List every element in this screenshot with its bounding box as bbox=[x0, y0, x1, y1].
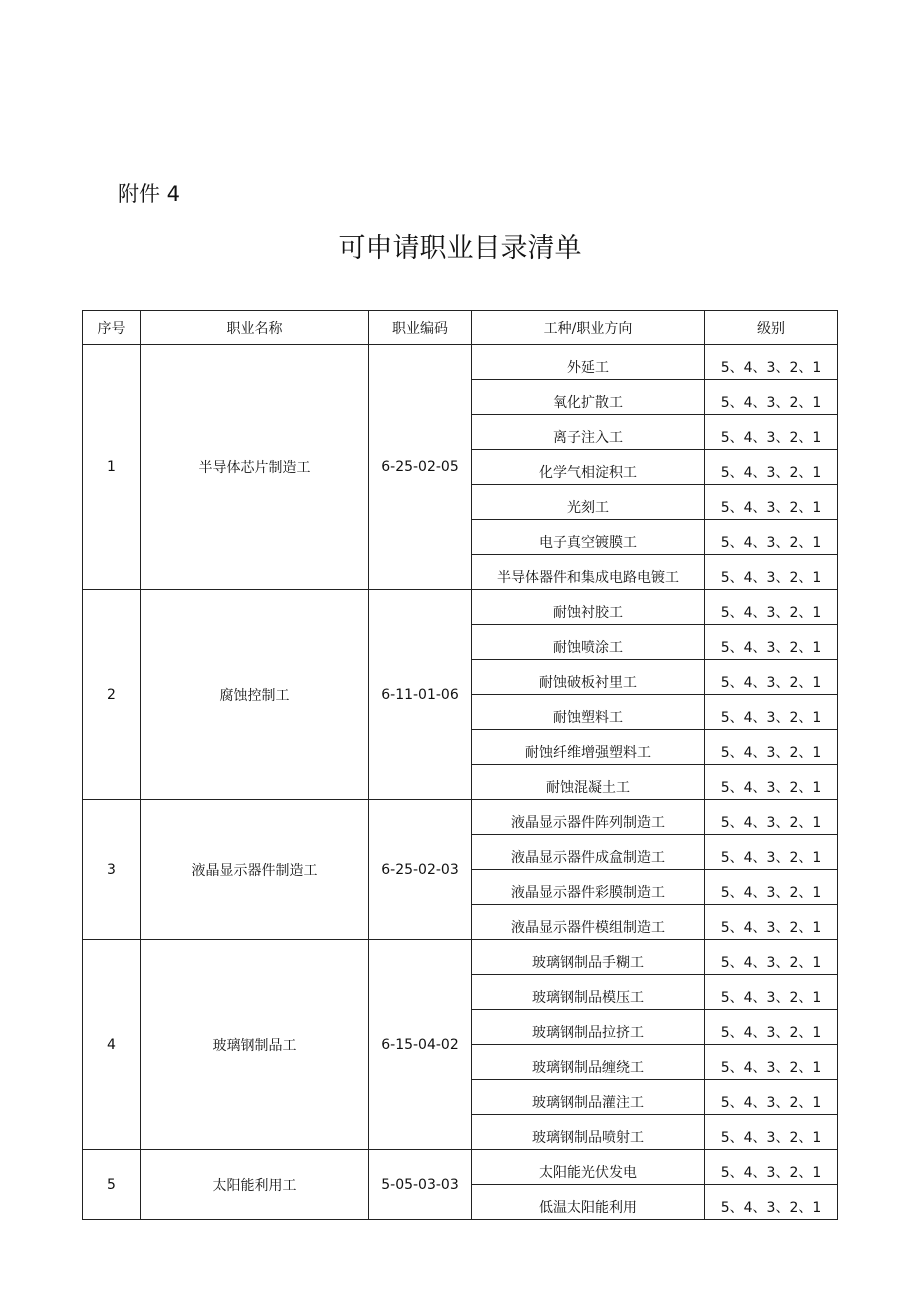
row-level: 5、4、3、2、1 bbox=[705, 905, 838, 940]
row-level: 5、4、3、2、1 bbox=[705, 450, 838, 485]
row-level: 5、4、3、2、1 bbox=[705, 730, 838, 765]
row-subtype: 耐蚀衬胶工 bbox=[472, 590, 705, 625]
row-level: 5、4、3、2、1 bbox=[705, 555, 838, 590]
row-occupation-code: 6-25-02-05 bbox=[369, 345, 472, 590]
row-seq: 3 bbox=[83, 800, 141, 940]
row-subtype: 玻璃钢制品灌注工 bbox=[472, 1080, 705, 1115]
row-level: 5、4、3、2、1 bbox=[705, 1045, 838, 1080]
row-occupation-code: 6-11-01-06 bbox=[369, 590, 472, 800]
row-level: 5、4、3、2、1 bbox=[705, 520, 838, 555]
row-level: 5、4、3、2、1 bbox=[705, 345, 838, 380]
table-row bbox=[83, 590, 838, 625]
table-header-row bbox=[83, 311, 838, 345]
row-subtype: 玻璃钢制品缠绕工 bbox=[472, 1045, 705, 1080]
row-subtype: 低温太阳能利用 bbox=[472, 1185, 705, 1220]
row-level: 5、4、3、2、1 bbox=[705, 1185, 838, 1220]
row-level: 5、4、3、2、1 bbox=[705, 590, 838, 625]
row-occupation-name: 玻璃钢制品工 bbox=[141, 940, 369, 1150]
row-subtype: 化学气相淀积工 bbox=[472, 450, 705, 485]
row-subtype: 太阳能光伏发电 bbox=[472, 1150, 705, 1185]
table-body bbox=[83, 345, 838, 1220]
row-occupation-code: 5-05-03-03 bbox=[369, 1150, 472, 1220]
header-name: 职业名称 bbox=[141, 311, 369, 345]
row-level: 5、4、3、2、1 bbox=[705, 485, 838, 520]
row-subtype: 玻璃钢制品模压工 bbox=[472, 975, 705, 1010]
row-occupation-code: 6-25-02-03 bbox=[369, 800, 472, 940]
row-subtype: 离子注入工 bbox=[472, 415, 705, 450]
row-level: 5、4、3、2、1 bbox=[705, 940, 838, 975]
header-subtype: 工种/职业方向 bbox=[472, 311, 705, 345]
row-level: 5、4、3、2、1 bbox=[705, 1080, 838, 1115]
row-subtype: 氧化扩散工 bbox=[472, 380, 705, 415]
row-level: 5、4、3、2、1 bbox=[705, 1115, 838, 1150]
row-occupation-name: 液晶显示器件制造工 bbox=[141, 800, 369, 940]
header-code: 职业编码 bbox=[369, 311, 472, 345]
row-subtype: 耐蚀破板衬里工 bbox=[472, 660, 705, 695]
attachment-label: 附件 4 bbox=[118, 182, 181, 206]
row-subtype: 液晶显示器件成盒制造工 bbox=[472, 835, 705, 870]
row-subtype: 光刻工 bbox=[472, 485, 705, 520]
row-level: 5、4、3、2、1 bbox=[705, 695, 838, 730]
row-occupation-name: 半导体芯片制造工 bbox=[141, 345, 369, 590]
row-subtype: 外延工 bbox=[472, 345, 705, 380]
row-subtype: 耐蚀纤维增强塑料工 bbox=[472, 730, 705, 765]
row-occupation-name: 太阳能利用工 bbox=[141, 1150, 369, 1220]
page-title: 可申请职业目录清单 bbox=[338, 233, 582, 264]
row-seq: 4 bbox=[83, 940, 141, 1150]
header-seq: 序号 bbox=[83, 311, 141, 345]
row-subtype: 耐蚀喷涂工 bbox=[472, 625, 705, 660]
table-row bbox=[83, 1150, 838, 1185]
row-seq: 2 bbox=[83, 590, 141, 800]
row-occupation-code: 6-15-04-02 bbox=[369, 940, 472, 1150]
row-subtype: 液晶显示器件彩膜制造工 bbox=[472, 870, 705, 905]
row-level: 5、4、3、2、1 bbox=[705, 660, 838, 695]
row-seq: 1 bbox=[83, 345, 141, 590]
row-subtype: 半导体器件和集成电路电镀工 bbox=[472, 555, 705, 590]
row-subtype: 液晶显示器件阵列制造工 bbox=[472, 800, 705, 835]
table-row bbox=[83, 345, 838, 380]
row-level: 5、4、3、2、1 bbox=[705, 380, 838, 415]
table-row bbox=[83, 800, 838, 835]
row-level: 5、4、3、2、1 bbox=[705, 415, 838, 450]
row-level: 5、4、3、2、1 bbox=[705, 765, 838, 800]
row-level: 5、4、3、2、1 bbox=[705, 625, 838, 660]
row-level: 5、4、3、2、1 bbox=[705, 870, 838, 905]
row-subtype: 耐蚀塑料工 bbox=[472, 695, 705, 730]
occupation-table bbox=[82, 310, 838, 1220]
header-level: 级别 bbox=[705, 311, 838, 345]
row-subtype: 玻璃钢制品喷射工 bbox=[472, 1115, 705, 1150]
row-subtype: 耐蚀混凝土工 bbox=[472, 765, 705, 800]
row-subtype: 玻璃钢制品拉挤工 bbox=[472, 1010, 705, 1045]
row-subtype: 玻璃钢制品手糊工 bbox=[472, 940, 705, 975]
row-level: 5、4、3、2、1 bbox=[705, 1150, 838, 1185]
row-level: 5、4、3、2、1 bbox=[705, 975, 838, 1010]
table-row bbox=[83, 940, 838, 975]
row-subtype: 液晶显示器件模组制造工 bbox=[472, 905, 705, 940]
row-level: 5、4、3、2、1 bbox=[705, 835, 838, 870]
row-subtype: 电子真空镀膜工 bbox=[472, 520, 705, 555]
row-level: 5、4、3、2、1 bbox=[705, 800, 838, 835]
row-occupation-name: 腐蚀控制工 bbox=[141, 590, 369, 800]
row-level: 5、4、3、2、1 bbox=[705, 1010, 838, 1045]
row-seq: 5 bbox=[83, 1150, 141, 1220]
